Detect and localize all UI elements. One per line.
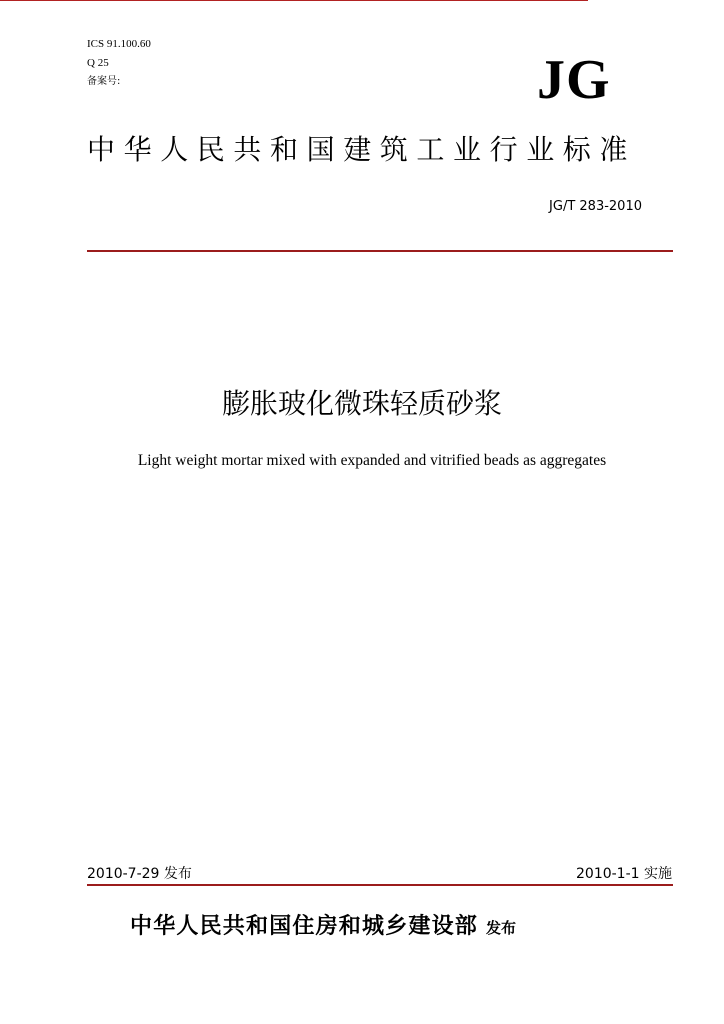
english-title: Light weight mortar mixed with expanded and vitrified beads as aggregates [137,452,607,469]
chinese-title: 膨胀玻化微珠轻质砂浆 [221,387,502,420]
header-divider [87,250,673,252]
release-date: 2010-7-29 发布 [87,866,192,882]
standard-category-title: 中华人民共和国建筑工业行业标准 [87,133,637,166]
standard-number: JG/T 283-2010 [549,199,642,214]
jg-logo: JG [537,49,611,111]
top-border-line [0,0,588,1]
issued-label: 发布 [486,919,517,937]
publisher-line [130,912,516,943]
ics-code: ICS 91.100.60 [87,38,151,50]
filing-number-label: 备案号: [87,76,121,87]
implementation-date: 2010-1-1 实施 [576,866,672,882]
issuing-authority: 中华人民共和国住房和城乡建设部 [130,914,479,939]
ccs-code: Q 25 [87,57,109,69]
footer-divider [87,884,673,886]
